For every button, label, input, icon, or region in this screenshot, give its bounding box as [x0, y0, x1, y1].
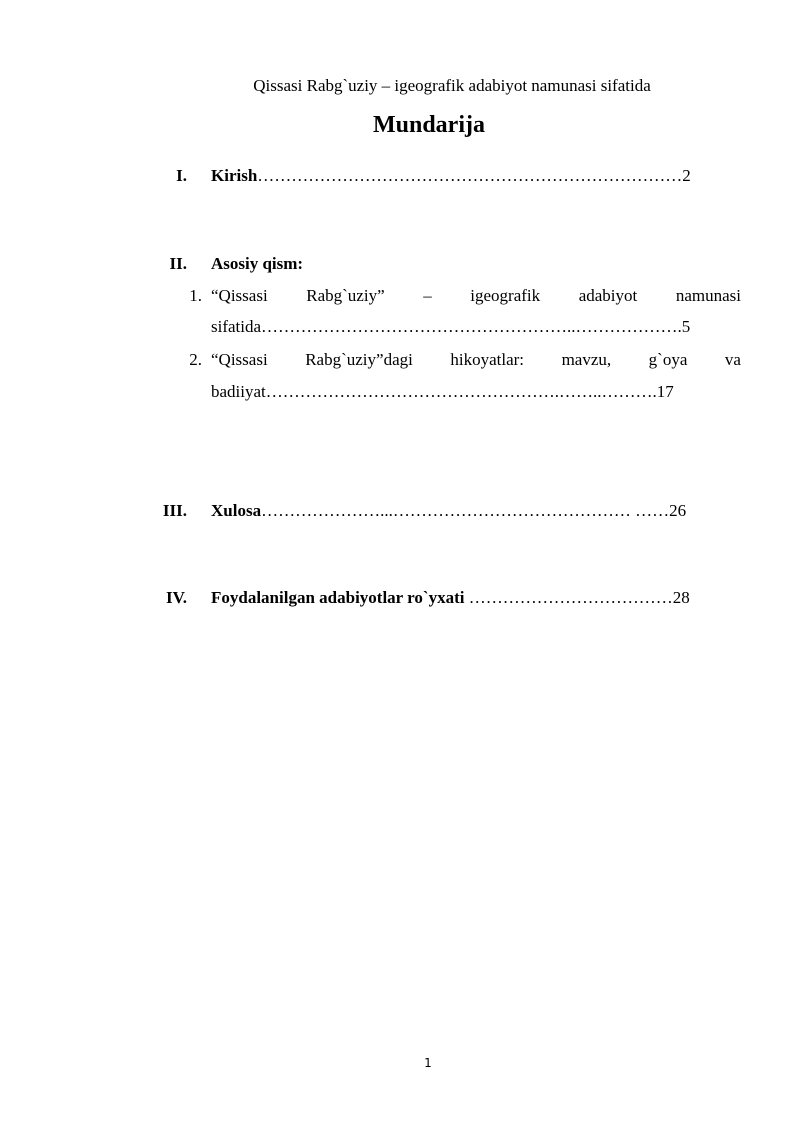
- word: mavzu,: [561, 350, 612, 369]
- toc-numeral-intro: I.: [176, 166, 187, 185]
- word: hikoyatlar:: [450, 350, 525, 369]
- toc-leader: …………………...…………………………………… ……: [261, 501, 670, 520]
- toc-subitem-1-line1[interactable]: [211, 286, 741, 306]
- toc-subitem-text: badiiyat…………………………………………….……..……….: [211, 382, 657, 401]
- word: adabiyot: [578, 286, 638, 305]
- toc-entry-title: Xulosa: [211, 501, 262, 520]
- toc-entry-conclusion[interactable]: [211, 501, 741, 521]
- toc-subitem-2-line1[interactable]: [211, 350, 741, 370]
- word: “Qissasi: [211, 286, 268, 305]
- word: g`oya: [648, 350, 688, 369]
- toc-numeral-conclusion: III.: [162, 501, 187, 520]
- toc-subitem-1-line2[interactable]: [211, 317, 741, 337]
- toc-leader: ………………………………: [464, 588, 673, 607]
- toc-leader: …………………………………………………………………: [257, 166, 683, 185]
- word: –: [423, 286, 432, 305]
- word: va: [724, 350, 741, 369]
- toc-subitem-2-line2[interactable]: [211, 382, 741, 402]
- toc-numeral-main: II.: [169, 254, 187, 273]
- page-number: 1: [424, 1056, 432, 1070]
- word: Rabg`uziy”: [306, 286, 385, 305]
- toc-entry-title: Foydalanilgan adabiyotlar ro`yxati: [211, 588, 465, 607]
- word: namunasi: [675, 286, 741, 305]
- toc-entry-title: Kirish: [211, 166, 258, 185]
- toc-page-number: 2: [682, 166, 691, 185]
- toc-numeral-references: IV.: [166, 588, 187, 607]
- toc-subitem-number: 1.: [189, 286, 202, 305]
- toc-subitem-number: 2.: [189, 350, 202, 369]
- document-subtitle: Qissasi Rabg`uziy – igeografik adabiyot namunasi sifatida: [253, 76, 651, 95]
- toc-entry-intro[interactable]: [211, 166, 741, 186]
- toc-section-title-main: Asosiy qism:: [211, 254, 304, 273]
- toc-heading: Mundarija: [372, 112, 485, 138]
- toc-page-number: 17: [656, 382, 674, 401]
- word: Rabg`uziy”dagi: [305, 350, 413, 369]
- toc-page-number: 5: [681, 317, 691, 336]
- toc-page-number: 26: [669, 501, 687, 520]
- toc-page-number: 28: [672, 588, 690, 607]
- toc-subitem-text: sifatida………………………………………………..……………….: [211, 317, 682, 336]
- word: igeografik: [470, 286, 541, 305]
- word: “Qissasi: [211, 350, 268, 369]
- toc-entry-references[interactable]: [211, 588, 741, 608]
